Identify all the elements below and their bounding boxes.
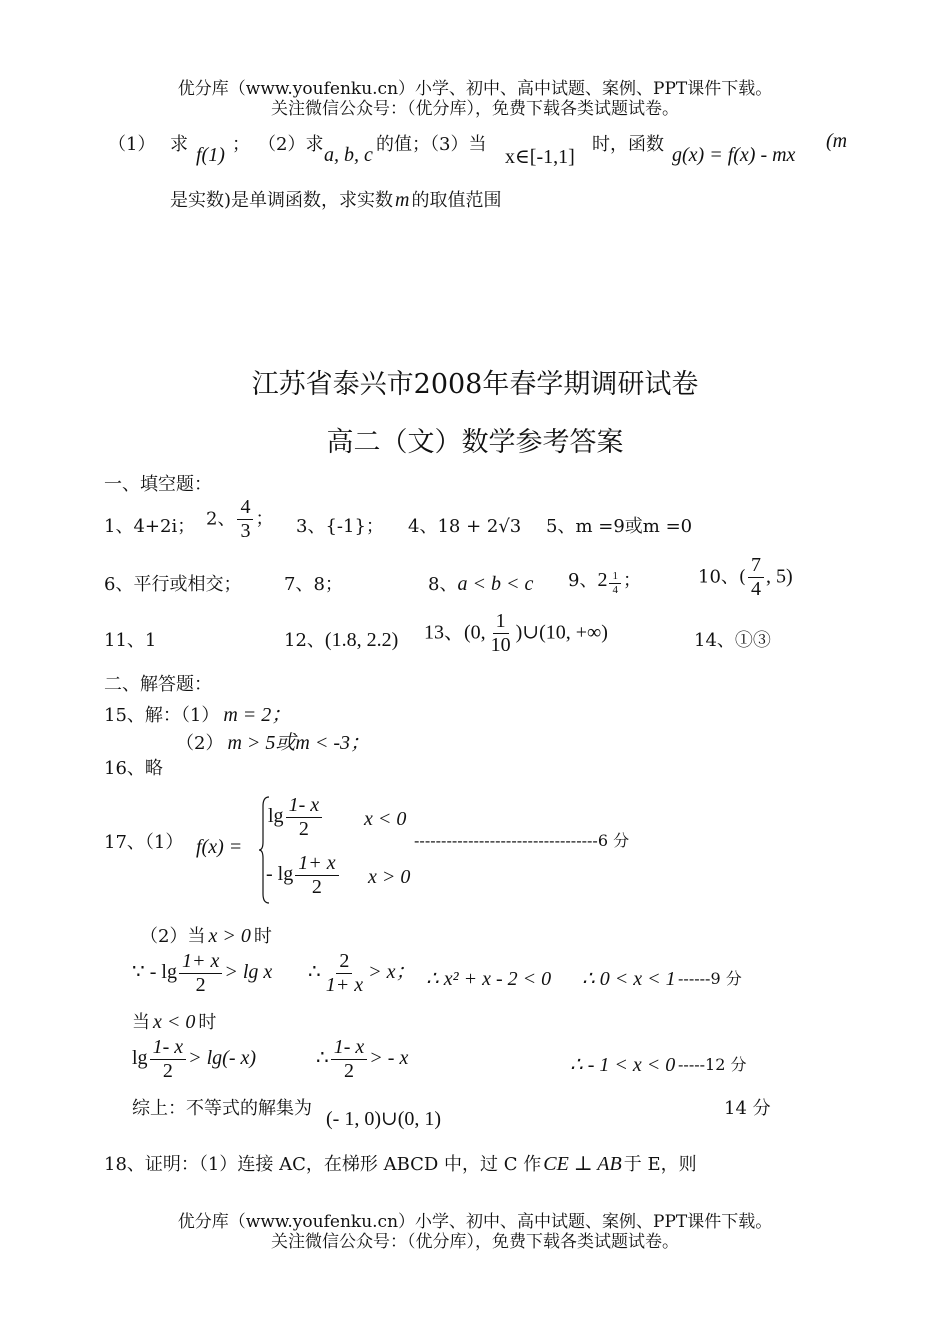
q-part1-label: （1） [108,134,156,155]
q17-line-b [308,950,415,997]
q-abc: a, b, c [324,144,373,166]
answer-13-num: 1 [493,610,509,634]
q16: 16、略 [104,758,163,779]
answer-8-label: 8、 [428,574,458,595]
answer-2-frac [237,496,253,543]
q17-solution-set: (- 1, 0)∪(0, 1) [326,1108,442,1130]
q-line2-pre: 是实数)是单调函数，求实数 [170,190,394,211]
answer-13-label: 13、(0, [424,621,486,644]
page-subtitle: 高二（文）数学参考答案 [326,427,624,458]
answer-9-exp [609,570,621,596]
q17-2-cond: x > 0 [208,925,251,947]
answer-9 [568,566,641,596]
q17-l1-den: 2 [195,974,206,996]
answer-14: 14、①③ [694,630,771,651]
q17-l3-a: lg [132,1047,148,1070]
q-part1-prefix: 求 [170,134,188,155]
answer-9-label: 9、 [568,570,598,591]
q17-2-line [140,922,272,948]
q17-row2-lg: - lg [266,863,294,886]
q17-conclusion: 综上：不等式的解集为 [132,1098,312,1119]
answer-12-label: 12、 [284,630,325,651]
q18-expr: CE ⊥ AB [543,1153,622,1175]
q17-l1-frac1 [179,950,222,997]
q17-score-1: ----------------------------------6 分 [414,831,630,850]
q17-line-d [316,1036,408,1083]
header-line-1: 优分库（www.youfenku.cn）小学、初中、高中试题、案例、PPT课件下载。 [177,79,773,99]
q15-part2-label: （2） [176,733,224,754]
answer-8-expr: a < b < c [457,573,534,595]
q17-l3-num: 1- x [150,1036,187,1060]
answer-5: 5、m =9或m =0 [546,516,693,537]
answer-12-expr: (1.8, 2.2) [324,629,399,651]
q17-row2-frac [295,852,338,899]
q15-part2: m > 5或m < -3； [227,732,370,754]
answer-2 [206,496,273,543]
q17-score-9: ------9 分 [678,969,742,988]
answer-9-exp-den: 4 [612,583,618,596]
q18-pre: 18、证明：（1）连接 AC，在梯形 ABCD 中，过 C 作 [104,1154,542,1175]
answer-9-exp-num: 1 [609,570,621,584]
answer-9-base: 2 [597,569,608,591]
answer-13-frac [488,610,514,657]
q17-l2-when: 时 [198,1012,217,1033]
q17-l1-d: > x； [368,961,416,984]
q17-score-12: -----12 分 [678,1055,747,1074]
q-part3-mid: 时，函数 [592,134,664,155]
q17-score-14: 14 分 [724,1098,771,1119]
q17-l3-den: 2 [162,1060,173,1082]
q17-label: 17、（1） [104,832,184,853]
q17-row1-den: 2 [298,818,309,840]
q17-line-c [132,1036,256,1083]
q17-row1-frac [286,794,323,841]
answer-4: 4、18 + 2√3 [408,516,522,537]
q17-row2-den: 2 [311,876,322,898]
answer-10-num: 7 [748,554,764,578]
footer-line-2: 关注微信公众号：（优分库），免费下载各类试题试卷。 [271,1232,679,1252]
q17-row1-num: 1- x [286,794,323,818]
q17-row1-cond: x < 0 [364,808,407,830]
q17-l2-cond: x < 0 [153,1011,196,1033]
answer-13-den: 10 [490,634,511,656]
q17-l1-e: ∴ x² + x - 2 < 0 [426,968,552,990]
q17-l3-frac2 [331,1036,368,1083]
answer-10-frac [748,554,764,601]
q17-row1-lg: lg [268,805,284,828]
answer-10-label: 10、( [698,566,746,588]
answer-13 [424,610,608,657]
answer-10-den: 4 [750,578,761,600]
section2-heading: 二、解答题： [104,674,212,695]
q15-part1: m = 2； [223,704,292,726]
q-line2 [170,186,501,212]
q17-line-a [132,950,272,997]
q17-l1-den2: 1+ x [325,974,364,996]
q17-row2-cond: x > 0 [368,866,411,888]
q17-l1-a: ∵ - lg [132,961,177,984]
q15-label: 15、解：（1） [104,705,220,726]
answer-2-label: 2、 [206,508,236,530]
q-sep1: ； [232,134,250,155]
section1-heading: 一、填空题： [104,474,212,495]
q17-l1-num2: 2 [336,950,352,974]
answer-10 [698,554,793,601]
answer-2-num: 4 [237,496,253,520]
answer-6: 6、平行或相交； [104,574,242,595]
q17-2-label: （2）当 [140,926,206,947]
answer-1: 1、4+2i； [104,516,196,537]
q17-when-neg [132,1008,216,1034]
q-f1: f(1) [196,144,225,166]
q17-l3-b: > lg(- x) [188,1047,257,1070]
answer-11: 11、1 [104,630,157,651]
answer-8 [428,570,533,596]
q17-l3-frac1 [150,1036,187,1083]
q17-l1-frac2 [323,950,366,997]
q18-line [104,1150,697,1176]
answer-12 [284,626,398,652]
q17-row2 [266,852,341,899]
q15-line2 [176,726,370,755]
answer-7: 7、8； [284,574,343,595]
page-title: 江苏省泰兴市2008年春学期调研试卷 [251,369,699,400]
q17-l1-num: 1+ x [179,950,222,974]
q-part2-suffix: 的值；（3）当 [376,134,487,155]
q15-line1 [104,698,291,727]
q17-l2-pre: 当 [132,1012,150,1033]
answer-10-end: , 5) [765,565,793,588]
answer-3: 3、{-1}； [296,516,384,537]
footer-line-1: 优分库（www.youfenku.cn）小学、初中、高中试题、案例、PPT课件下载。 [177,1212,773,1232]
q17-row1 [268,794,324,841]
q17-l3-e: ∴ - 1 < x < 0 [570,1054,676,1076]
q17-f: f(x) = [196,836,243,858]
q17-l3-d: > - x [369,1047,409,1070]
q-g-def: g(x) = f(x) - mx [672,144,796,166]
q17-row2-num: 1+ x [295,852,338,876]
q18-post: 于 E，则 [623,1154,697,1175]
q-m-open: (m [826,130,848,152]
q17-l1-f: ∴ 0 < x < 1 [582,968,676,990]
answer-2-end: ； [255,508,274,530]
q17-l3-c: ∴ [316,1047,329,1070]
answer-9-end: ； [622,570,641,591]
q-part2: （2）求 [258,134,324,155]
q17-l1-b: > lg x [224,961,273,984]
q17-2-when: 时 [253,926,272,947]
answer-13-end: )∪(10, +∞) [515,621,608,644]
q-x-range: x∈[-1,1] [505,146,575,168]
q17-l1-c: ∴ [308,961,321,984]
answer-2-den: 3 [240,520,251,542]
q17-l3-num2: 1- x [331,1036,368,1060]
q17-l3-den2: 2 [344,1060,354,1082]
q-line2-post: 的取值范围 [411,190,502,211]
q-m-var: m [395,189,410,211]
header-line-2: 关注微信公众号：（优分库），免费下载各类试题试卷。 [271,99,679,119]
